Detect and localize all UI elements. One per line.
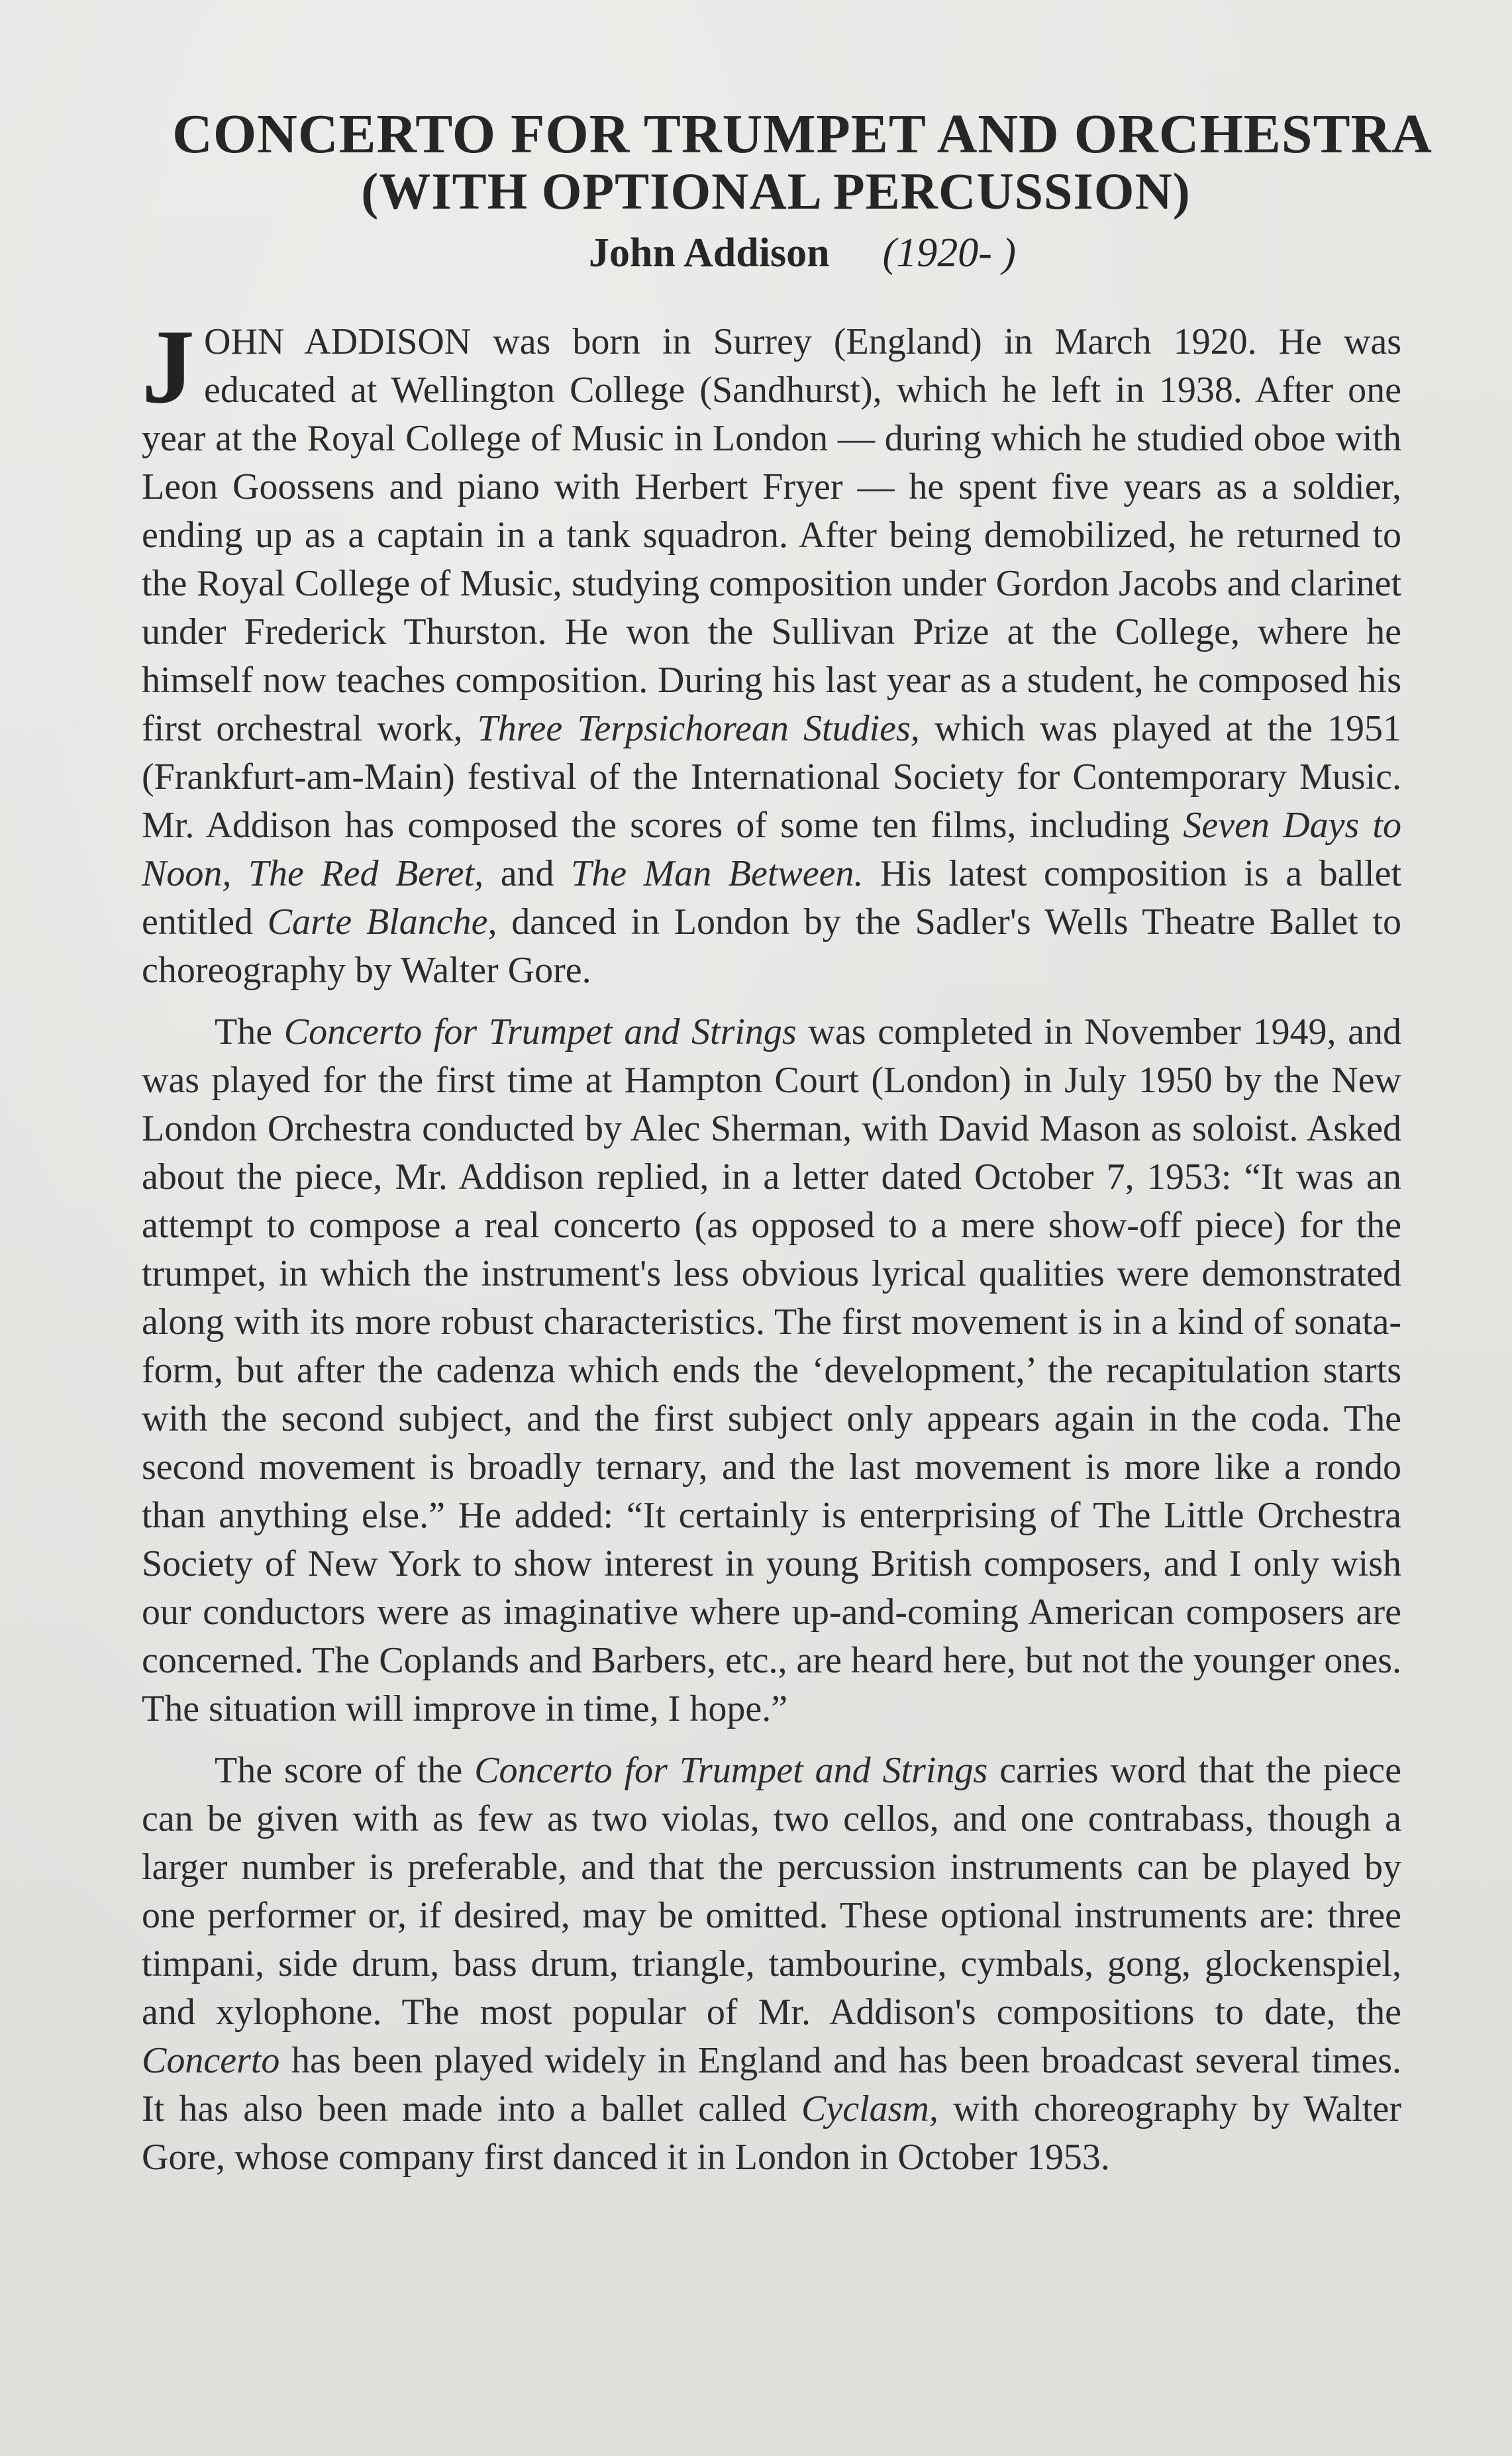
body-text: has been played widely in England and has been broadcast several times. It has also been made into a ballet called [142,2040,1401,2129]
body-text: carries word that the piece can be given with as few as two violas, two cellos, and one contrabass, though a larger number is preferable, and that the percussion instruments can be played by one performer or, if desired, may be omitted. These optional instruments are: three timpani, side drum, bass drum, triangle, tambourine, cymbals, gong, glockenspiel, and xylophone. The most popular of Mr. Addison's compositions to date, the [142,1750,1402,2033]
page-subtitle: (WITH OPTIONAL PERCUSSION) [361,162,1191,220]
italic-title-text: The Man Between. [571,853,864,894]
italic-title-text: Seven Days to Noon, The Red Beret, [142,805,1401,894]
italic-title-text: Carte Blanche, [267,901,497,943]
composer-dates: (1920- ) [882,230,1017,276]
italic-title-text: Concerto for Trumpet and Strings [474,1750,988,1791]
composer-name: John Addison [588,230,830,276]
header [0,103,1512,286]
body-text: and [483,853,572,894]
article-body [142,307,1402,2195]
paragraph-3 [142,1747,1401,2182]
drop-cap-letter: J [142,307,195,425]
body-text: His latest composition is a ballet entitled [142,853,1402,943]
italic-title-text: Cyclasm, [801,2088,938,2129]
body-text: with choreography by Walter Gore, whose company first danced it in London in October 1953. [142,2088,1401,2178]
body-text: OHN ADDISON was born in Surrey (England) in March 1920. He was educated at Wellington College (Sandhurst), which he left in 1938. After one year at the Royal College of Music in London — during which he studied oboe with Leon Goossens and piano with Herbert Fryer — he spent five years as a soldier, ending up as a captain in a tank squadron. After being demobilized, he returned to the Royal College of Music, studying composition under Gordon Jacobs and clarinet under Frederick Thurston. He won the Sullivan Prize at the College, where he himself now teaches composition. During his last year as a student, he composed his first orchestral work, [142,321,1401,749]
body-text: The [215,1011,284,1052]
body-text: The score of the [215,1750,475,1791]
italic-title-text: Three Terpsichorean Studies, [477,708,920,749]
body-text: was completed in November 1949, and was played for the first time at Hampton Court (London) in July 1950 by the New London Orchestra conducted by Alec Sherman, with David Mason as soloist. Asked about the piece, Mr. Addison replied, in a letter dated October 7, 1953: “It was an attempt to compose a real concerto (as opposed to a mere show-off piece) for the trumpet, in which the instrument's less obvious lyrical qualities were demonstrated along with its more robust characteristics. The first movement is in a kind of sonata-form, but after the cadenza which ends the ‘development,’ the recapitulation starts with the second subject, and the first subject only appears again in the coda. The second movement is broadly ternary, and the last movement is more like a rondo than anything else.” He added: “It certainly is enterprising of The Little Orchestra Society of New York to show interest in young British composers, and I only wish our conductors were as imaginative where up-and-coming American composers are concerned. The Coplands and Barbers, etc., are heard here, but not the younger ones. The situation will improve in time, I hope.” [142,1011,1402,1729]
paragraph-1 [142,307,1402,995]
italic-title-text: Concerto [142,2040,280,2081]
body-text: danced in London by the Sadler's Wells Theatre Ballet to choreography by Walter Gore. [142,901,1401,991]
italic-title-text: Concerto for Trumpet and Strings [283,1011,797,1052]
body-text: which was played at the 1951 (Frankfurt-am-Main) festival of the International Society for Contemporary Music. Mr. Addison has composed the scores of some ten films, including [142,708,1402,846]
paragraph-2 [142,1008,1401,1733]
composer-line [0,220,1512,286]
page-title: CONCERTO FOR TRUMPET AND ORCHESTRA [172,103,1433,165]
